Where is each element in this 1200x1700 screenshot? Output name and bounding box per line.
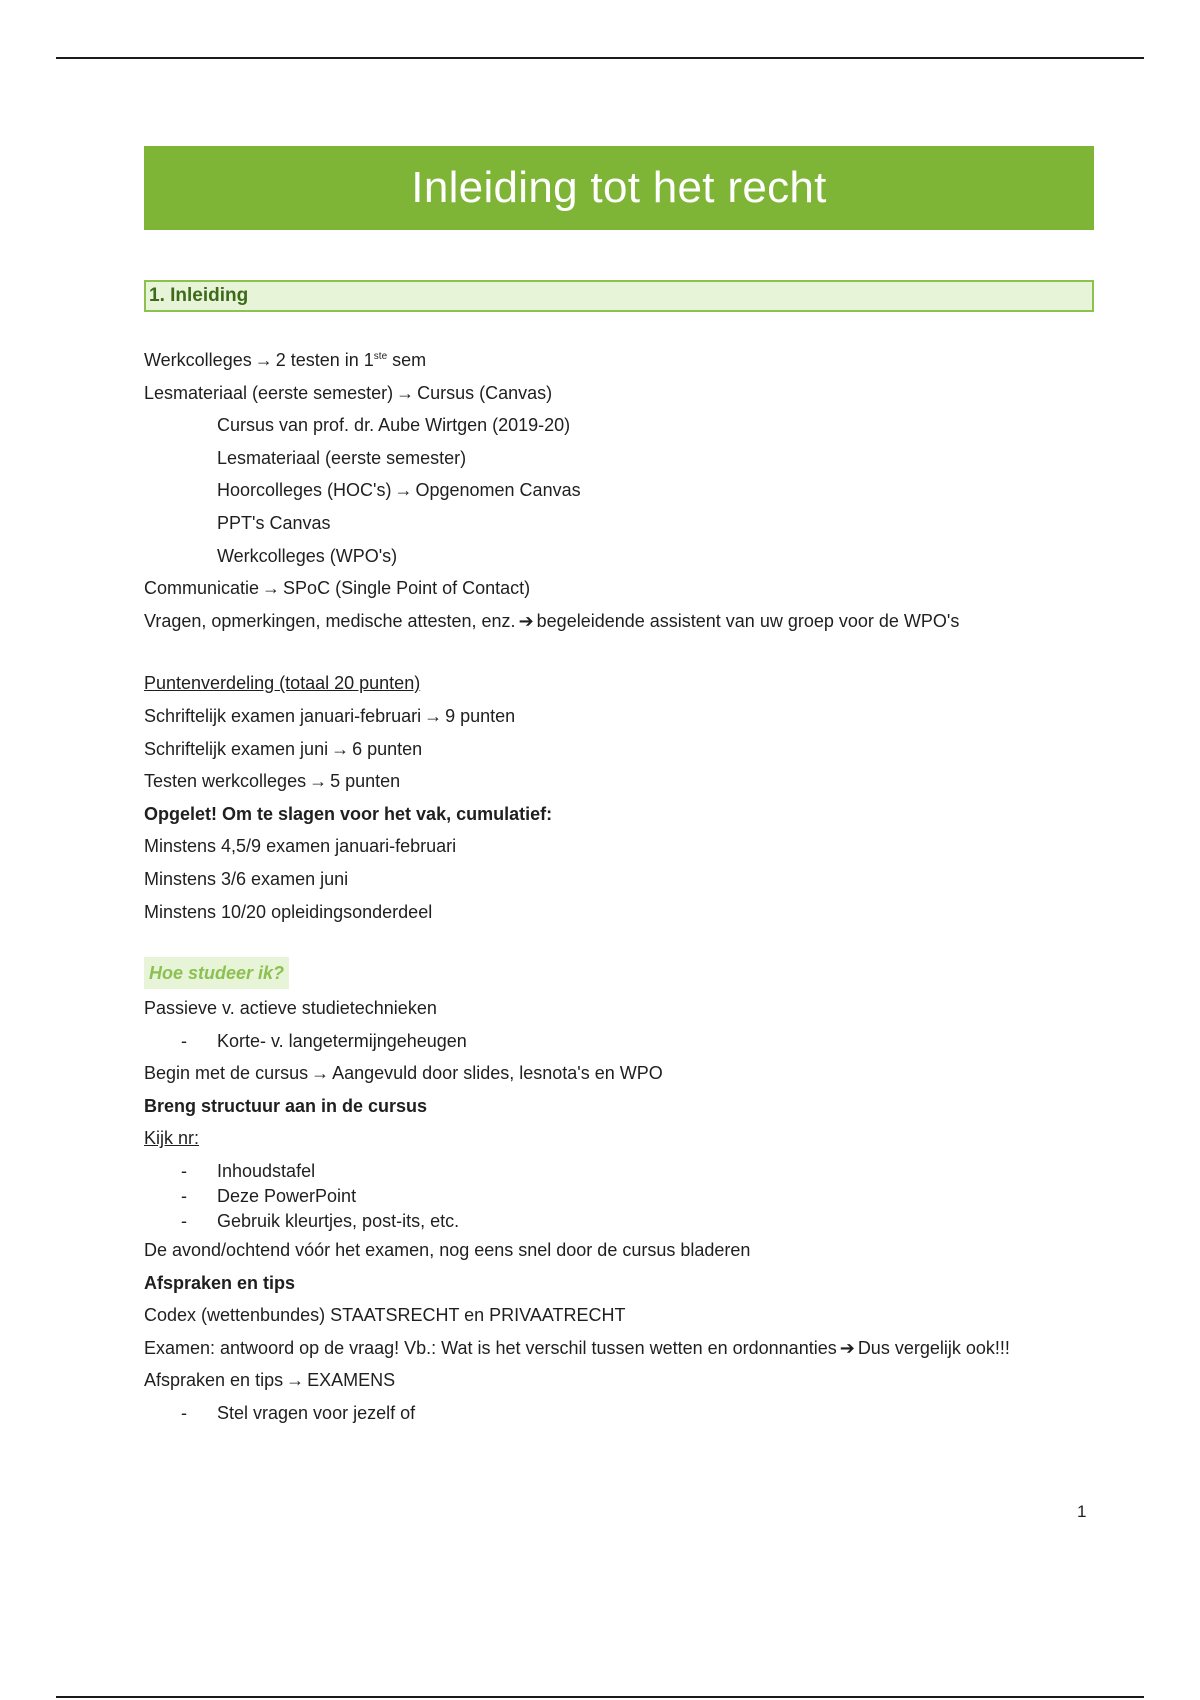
- grading-heading: Puntenverdeling (totaal 20 punten): [144, 673, 421, 694]
- text-line: Testen werkcolleges → 5 punten: [144, 771, 401, 792]
- text-line: Minstens 10/20 opleidingsonderdeel: [144, 901, 433, 922]
- list-item: - Deze PowerPoint: [181, 1186, 357, 1207]
- text-line: Afspraken en tips → EXAMENS: [144, 1370, 396, 1391]
- arrow-icon: →: [394, 480, 413, 501]
- list-item: - Stel vragen voor jezelf of: [181, 1403, 416, 1424]
- text-line: Werkcolleges → 2 testen in 1ste sem: [144, 350, 427, 370]
- arrow-icon: →: [309, 771, 328, 792]
- document-page: [144, 146, 1094, 1430]
- list-item: - Korte- v. langetermijngeheugen: [144, 1025, 1094, 1058]
- grading-block: [144, 667, 1094, 928]
- arrow-icon: →: [311, 1063, 330, 1084]
- bullet-dash: -: [181, 1030, 187, 1051]
- text-line: Schriftelijk examen juni → 6 punten: [144, 738, 423, 759]
- study-block: [144, 954, 1094, 1430]
- list-item: - Inhoudstafel: [181, 1161, 316, 1182]
- text-line: Vragen, opmerkingen, medische attesten, enz. ➔ begeleidende assistent van uw groep voor de WPO's: [144, 610, 960, 631]
- arrow-icon: →: [262, 578, 281, 599]
- text-line: Communicatie → SPoC (Single Point of Contact): [144, 578, 531, 599]
- text-line: Minstens 4,5/9 examen januari-februari: [144, 836, 457, 857]
- text-line: De avond/ochtend vóór het examen, nog eens snel door de cursus bladeren: [144, 1240, 751, 1261]
- text-line: Begin met de cursus → Aangevuld door slides, lesnota's en WPO: [144, 1063, 663, 1084]
- text-line: Schriftelijk examen januari-februari → 9 punten: [144, 705, 516, 726]
- warning-line: Opgelet! Om te slagen voor het vak, cumulatief:: [144, 803, 553, 824]
- arrow-icon: →: [424, 705, 443, 726]
- text-line: Hoorcolleges (HOC's) → Opgenomen Canvas: [217, 480, 581, 501]
- arrow-icon: →: [254, 350, 273, 370]
- document-title: Inleiding tot het recht: [144, 146, 1094, 230]
- text-line: Afspraken en tips: [144, 1272, 296, 1293]
- page-number: 1: [1077, 1502, 1087, 1521]
- text-line: Passieve v. actieve studietechnieken: [144, 998, 437, 1019]
- text-line: Kijk nr:: [144, 1128, 200, 1149]
- section-heading: 1. Inleiding: [144, 280, 1094, 312]
- arrow-icon: ➔: [839, 1337, 855, 1358]
- list-item: - Gebruik kleurtjes, post-its, etc.: [181, 1211, 460, 1232]
- text-line: PPT's Canvas: [217, 512, 331, 533]
- text-line: Lesmateriaal (eerste semester) → Cursus (Canvas): [144, 382, 553, 403]
- text-line: Cursus van prof. dr. Aube Wirtgen (2019-20): [217, 415, 571, 436]
- intro-block: [144, 344, 1094, 637]
- study-heading: Hoe studeer ik?: [144, 957, 289, 989]
- top-rule: [56, 57, 1144, 59]
- arrow-icon: →: [331, 738, 350, 759]
- arrow-icon: →: [396, 382, 415, 403]
- text-line: Examen: antwoord op de vraag! Vb.: Wat is het verschil tussen wetten en ordonnanties ➔ Dus vergelijk ook!!!: [144, 1337, 1010, 1358]
- text-line: Minstens 3/6 examen juni: [144, 868, 349, 889]
- text-line: Lesmateriaal (eerste semester): [217, 447, 467, 468]
- bottom-rule: [56, 1696, 1144, 1698]
- text-line: Codex (wettenbundes) STAATSRECHT en PRIVAATRECHT: [144, 1305, 626, 1326]
- arrow-icon: ➔: [518, 610, 534, 631]
- arrow-icon: →: [286, 1370, 305, 1391]
- text-line: Breng structuur aan in de cursus: [144, 1095, 428, 1116]
- text-line: Werkcolleges (WPO's): [217, 545, 398, 566]
